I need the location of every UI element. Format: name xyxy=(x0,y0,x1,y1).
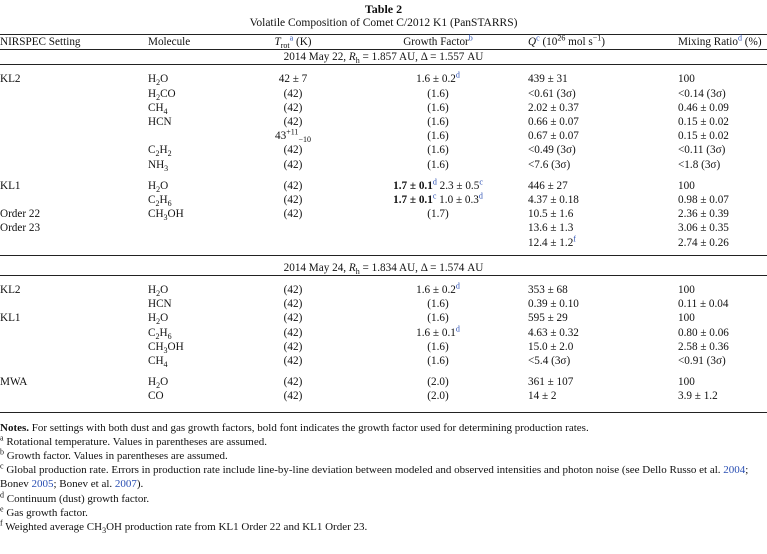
cell-molecule: $H_2O$ xyxy=(148,179,169,195)
cell-ratio: 3.06 ± 0.35 xyxy=(678,222,729,235)
note-c: $^c$ Global production rate. Errors in production rate include line-by-line deviation between modeled and observed intensities and photon noise (see Dello Russo et al. 2004; Bonev 2005; Bonev et al. 2007). xyxy=(0,461,749,491)
table-row xyxy=(0,193,767,207)
section-header-may24: 2014 May 24, $R_h = 1.834$ AU, Δ = 1.574 AU xyxy=(0,255,767,275)
cell-ratio: 0.80 ± 0.06 xyxy=(678,326,729,339)
cell-molecule: $H_2O$ xyxy=(148,376,169,391)
cell-growth: (1.6) xyxy=(427,116,449,129)
cell-ratio: 0.15 ± 0.02 xyxy=(678,116,729,129)
cell-trot: $43^{+11}_{-10}$ xyxy=(275,127,311,145)
cell-molecule: $CH_3OH$ xyxy=(148,340,184,356)
cell-growth: 1.6 ± 0.2$^d$ xyxy=(416,281,460,297)
table-row xyxy=(0,207,767,221)
cell-q: <5.4 (3σ) xyxy=(528,355,571,368)
cell-setting: KL2 xyxy=(0,73,21,86)
table-row xyxy=(0,283,767,297)
cell-setting: Order 22 xyxy=(0,208,41,221)
cell-ratio: 0.98 ± 0.07 xyxy=(678,194,729,207)
cell-ratio: 0.46 ± 0.09 xyxy=(678,101,729,114)
cell-growth: (1.6) xyxy=(427,355,449,368)
cell-q: 439 ± 31 xyxy=(528,73,568,86)
note-e: $^e$ Gas growth factor. xyxy=(0,504,88,519)
cell-q: <0.49 (3σ) xyxy=(528,144,576,157)
cell-growth: (1.6) xyxy=(427,158,449,171)
table-row xyxy=(0,326,767,340)
cell-molecule: $NH_3$ xyxy=(148,158,169,173)
cell-q: 2.02 ± 0.37 xyxy=(528,101,579,114)
composition-table xyxy=(0,34,767,413)
cell-growth: (1.6) xyxy=(427,312,449,325)
cell-growth: (1.6) xyxy=(427,130,449,143)
header-molecule: Molecule xyxy=(148,36,191,48)
table-row xyxy=(0,179,767,193)
cell-growth: (1.7) xyxy=(427,208,449,221)
note-b: $^b$ Growth factor. Values in parentheses are assumed. xyxy=(0,447,228,463)
note-a: $^a$ Rotational temperature. Values in parentheses are assumed. xyxy=(0,433,267,448)
cell-trot: (42) xyxy=(283,194,303,207)
table-row xyxy=(0,354,767,368)
table-caption: Volatile Composition of Comet C/2012 K1 (PanSTARRS) xyxy=(249,17,518,29)
note-f: $^f$ Weighted average $CH_3OH$ production rate from KL1 Order 22 and KL1 Order 23. xyxy=(0,518,368,536)
cell-q: 15.0 ± 2.0 xyxy=(528,340,574,353)
cell-growth: (2.0) xyxy=(427,376,449,389)
cell-growth: (1.6) xyxy=(427,87,449,100)
table-row xyxy=(0,158,767,172)
header-production-rate: Q$^c$ ($10^{26}$ mol $s^{-1}$) xyxy=(528,33,605,48)
cell-q: 10.5 ± 1.6 xyxy=(528,208,574,221)
cell-ratio: 100 xyxy=(678,73,695,86)
cell-molecule: $H_2O$ xyxy=(148,284,169,299)
cell-ratio: 100 xyxy=(678,376,695,389)
cell-ratio: <0.11 (3σ) xyxy=(678,144,726,157)
cell-growth: 1.6 ± 0.2$^d$ xyxy=(416,70,460,86)
header-trot: $T_{rot}^a$ (K) xyxy=(274,33,312,51)
cell-trot: (42) xyxy=(283,390,303,403)
table-row xyxy=(0,221,767,235)
cell-ratio: 2.58 ± 0.36 xyxy=(678,340,729,353)
cell-trot: 42 ± 7 xyxy=(278,73,308,86)
table-row xyxy=(0,72,767,86)
cell-q: 361 ± 107 xyxy=(528,376,574,389)
cell-molecule: $H_2O$ xyxy=(148,73,169,88)
cell-growth: (1.6) xyxy=(427,340,449,353)
header-row xyxy=(0,35,767,50)
table-title-block xyxy=(0,0,767,30)
cell-q: 12.4 ± 1.2$^f$ xyxy=(528,233,576,249)
cell-q: 0.67 ± 0.07 xyxy=(528,130,579,143)
cell-setting: MWA xyxy=(0,376,28,389)
cell-ratio: 0.11 ± 0.04 xyxy=(678,298,729,311)
cell-molecule: HCN xyxy=(148,298,172,311)
cell-trot: (42) xyxy=(283,298,303,311)
cell-molecule: $H_2CO$ xyxy=(148,87,176,102)
ref-link-2005[interactable]: 2005 xyxy=(31,478,54,491)
cell-ratio: 100 xyxy=(678,284,695,297)
cell-ratio: 2.74 ± 0.26 xyxy=(678,236,729,249)
cell-molecule: $CH_4$ xyxy=(148,101,168,117)
cell-growth: 1.6 ± 0.1$^d$ xyxy=(416,323,460,339)
table-row xyxy=(0,115,767,129)
cell-molecule: $CH_4$ xyxy=(148,355,168,370)
cell-q: <7.6 (3σ) xyxy=(528,158,571,171)
cell-ratio: 0.15 ± 0.02 xyxy=(678,130,729,143)
cell-trot: (42) xyxy=(283,326,303,339)
header-setting: NIRSPEC Setting xyxy=(0,36,81,48)
cell-trot: (42) xyxy=(283,144,303,157)
table-row xyxy=(0,297,767,311)
cell-ratio: 3.9 ± 1.2 xyxy=(678,390,718,403)
table-row xyxy=(0,129,767,143)
table-row xyxy=(0,87,767,101)
cell-trot: (42) xyxy=(283,179,303,192)
table-row xyxy=(0,311,767,325)
table-row xyxy=(0,236,767,256)
cell-growth: (1.6) xyxy=(427,144,449,157)
cell-trot: (42) xyxy=(283,101,303,114)
cell-trot: (42) xyxy=(283,116,303,129)
cell-trot: (42) xyxy=(283,312,303,325)
cell-setting: KL1 xyxy=(0,312,21,325)
cell-ratio: <1.8 (3σ) xyxy=(678,158,721,171)
cell-ratio: 2.36 ± 0.39 xyxy=(678,208,729,221)
cell-growth: (2.0) xyxy=(427,390,449,403)
cell-growth: (1.6) xyxy=(427,101,449,114)
table-notes xyxy=(0,421,767,535)
cell-ratio: 100 xyxy=(678,179,695,192)
cell-molecule: $C_2H_6$ xyxy=(148,326,172,341)
cell-q: 4.63 ± 0.32 xyxy=(528,326,579,339)
cell-molecule: $C_2H_6$ xyxy=(148,194,172,209)
ref-link-2007[interactable]: 2007 xyxy=(114,478,137,491)
table-label: Table 2 xyxy=(364,2,403,16)
cell-growth: 1.7 ± 0.1$^d$ 2.3 ± 0.5$^c$ xyxy=(393,177,483,192)
cell-molecule: $H_2O$ xyxy=(148,312,169,327)
cell-q: 446 ± 27 xyxy=(528,179,568,192)
cell-q: <0.61 (3σ) xyxy=(528,87,576,100)
cell-molecule: $C_2H_2$ xyxy=(148,144,172,159)
cell-setting: Order 23 xyxy=(0,222,41,235)
cell-q: 0.39 ± 0.10 xyxy=(528,298,579,311)
header-growth-factor: Growth Factor$^b$ xyxy=(403,33,473,48)
cell-q: 595 ± 29 xyxy=(528,312,568,325)
table-row xyxy=(0,340,767,354)
cell-q: 13.6 ± 1.3 xyxy=(528,222,574,235)
cell-trot: (42) xyxy=(283,355,303,368)
section-header-may22: 2014 May 22, $R_h = 1.857$ AU, Δ = 1.557 AU xyxy=(0,50,767,65)
note-d: $^d$ Continuum (dust) growth factor. xyxy=(0,490,150,505)
cell-q: 353 ± 68 xyxy=(528,284,568,297)
cell-q: 4.37 ± 0.18 xyxy=(528,194,579,207)
cell-trot: (42) xyxy=(283,340,303,353)
header-mixing-ratio: Mixing Ratio$^d$ (%) xyxy=(678,33,762,48)
cell-ratio: <0.91 (3σ) xyxy=(678,355,726,368)
cell-trot: (42) xyxy=(283,284,303,297)
table-row xyxy=(0,143,767,157)
table-row xyxy=(0,101,767,115)
table-row xyxy=(0,375,767,389)
cell-molecule: $CH_3OH$ xyxy=(148,208,184,223)
table-row xyxy=(0,389,767,412)
cell-trot: (42) xyxy=(283,376,303,389)
cell-growth: (1.6) xyxy=(427,298,449,311)
cell-trot: (42) xyxy=(283,208,303,221)
ref-link-2004[interactable]: 2004 xyxy=(723,464,746,477)
cell-molecule: HCN xyxy=(148,116,172,129)
note-lead: Notes. For settings with both dust and gas growth factors, bold font indicates the growth factor used for determining production rates. xyxy=(0,421,589,434)
cell-setting: KL1 xyxy=(0,179,21,192)
cell-growth: 1.7 ± 0.1$^c$ 1.0 ± 0.3$^d$ xyxy=(393,191,483,207)
cell-setting: KL2 xyxy=(0,284,21,297)
cell-trot: (42) xyxy=(283,87,303,100)
cell-ratio: <0.14 (3σ) xyxy=(678,87,726,100)
cell-molecule: CO xyxy=(148,390,164,403)
cell-ratio: 100 xyxy=(678,312,695,325)
cell-q: 0.66 ± 0.07 xyxy=(528,116,579,129)
cell-q: 14 ± 2 xyxy=(528,390,557,403)
cell-trot: (42) xyxy=(283,158,303,171)
